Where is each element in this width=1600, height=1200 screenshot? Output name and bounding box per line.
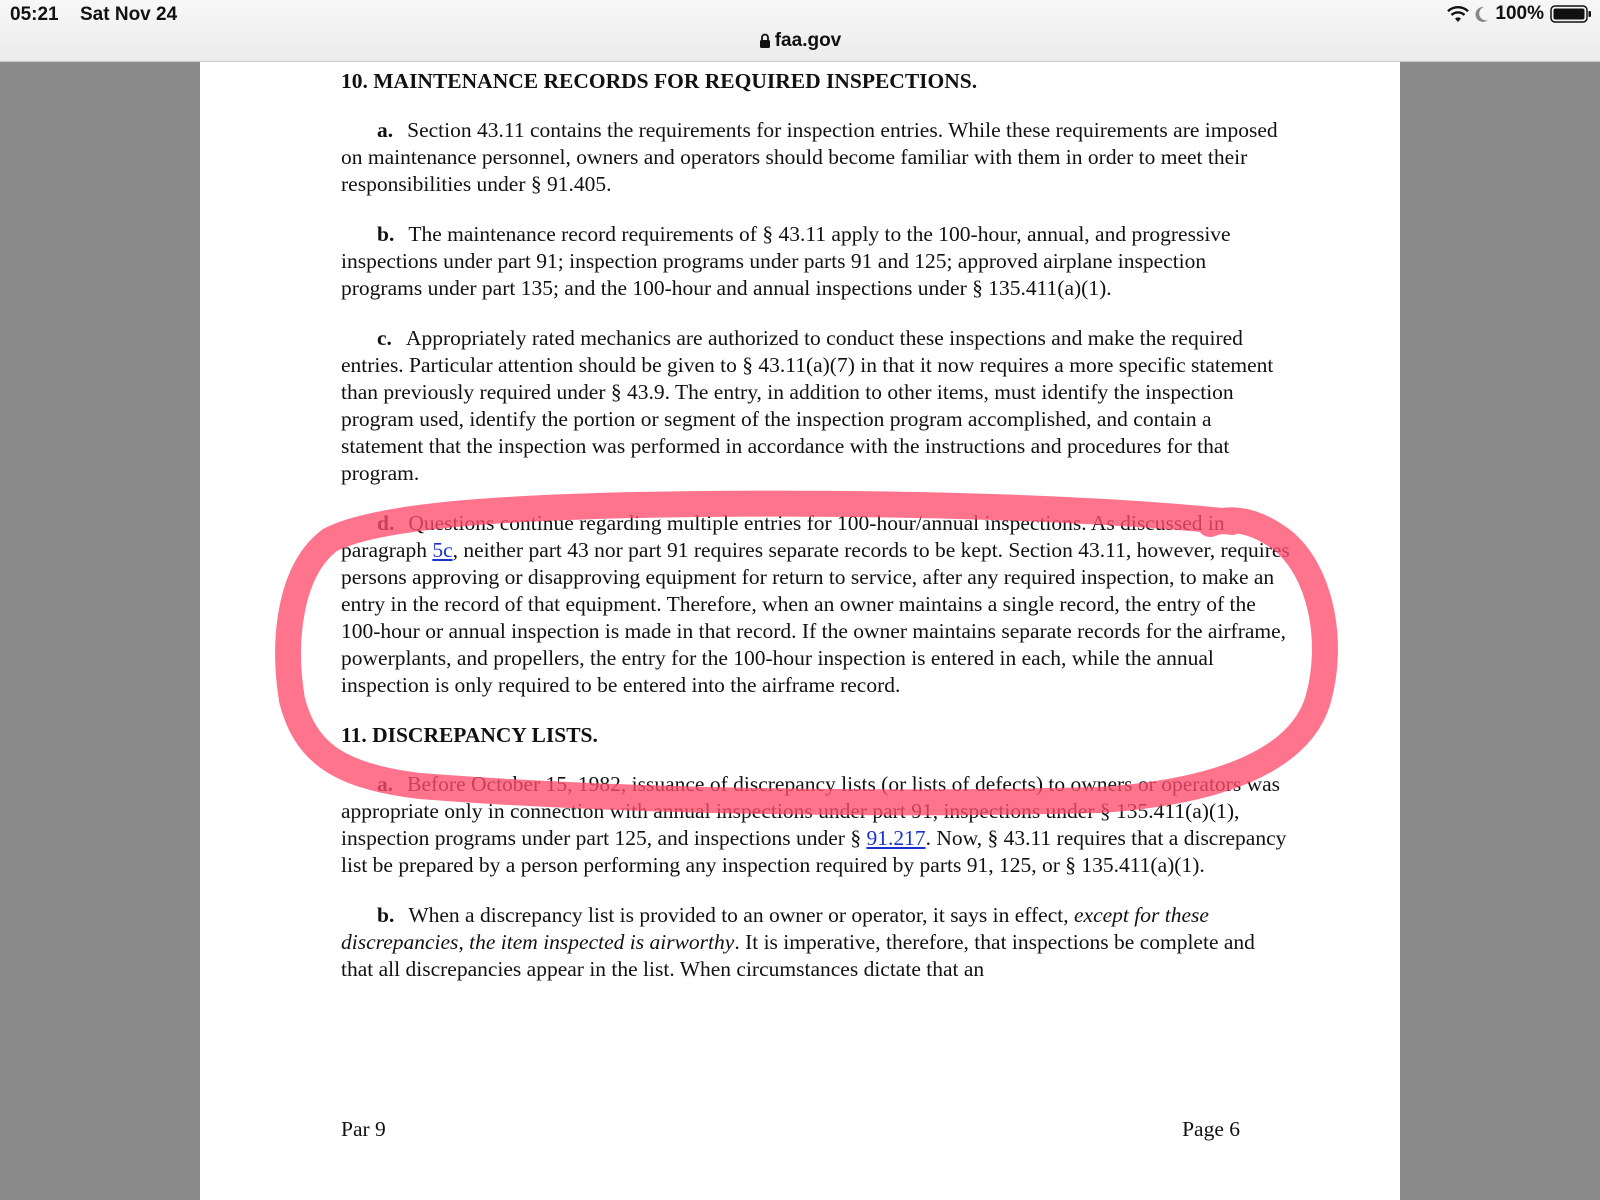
url-text: faa.gov (774, 30, 842, 51)
status-time: 05:21 (10, 4, 59, 25)
paragraph-label: c. (377, 326, 392, 350)
paragraph-11b (341, 902, 1291, 983)
battery-icon (1550, 4, 1592, 24)
footer-page-number: Page 6 (1182, 1117, 1240, 1141)
section-91-217-link[interactable]: 91.217 (866, 826, 926, 850)
paragraph-label: b. (377, 903, 395, 927)
address-bar[interactable] (0, 30, 1600, 52)
do-not-disturb-moon-icon (1475, 6, 1489, 23)
section-11-heading: 11. DISCREPANCY LISTS. (341, 723, 598, 747)
paragraph-text-after: , neither part 43 nor part 91 requires separate records to be kept. Section 43.11, however, requires persons approving or disapproving equipment for return to service, after any required inspection, to make an entry in the record of that equipment. Therefore, when an owner maintains a single record, the entry of the 100-hour or annual inspection is made in that record. If the owner maintains separate records for the airframe, powerplants, and propellers, the entry for the 100-hour inspection is entered in each, while the annual inspection is only required to be entered into the airframe record. (341, 538, 1290, 697)
paragraph-label: a. (377, 118, 394, 142)
status-bar (0, 0, 1600, 62)
paragraph-label: b. (377, 222, 395, 246)
lock-icon (759, 33, 771, 48)
status-date: Sat Nov 24 (80, 4, 178, 25)
document-page (200, 62, 1400, 1200)
paragraph-10c (341, 325, 1291, 487)
paragraph-text: Appropriately rated mechanics are authorized to conduct these inspections and make the required entries. Particular attention should be given to § 43.11(a)(7) in that it now requires a more specific statement than previously required under § 43.9. The entry, in addition to other items, must identify the inspection program used, identify the portion or segment of the inspection program accomplished, and contain a statement that the inspection was performed in accordance with the instructions and procedures for that program. (341, 326, 1274, 485)
paragraph-text-after: . Now, § 43.11 requires that a discrepancy list be prepared by a person performing any inspection required by parts 91, 125, or § 135.411(a)(1). (341, 826, 1287, 877)
document-content (341, 68, 1291, 1006)
paragraph-10d (341, 510, 1291, 699)
paragraph-10a (341, 117, 1291, 198)
paragraph-text-after: . It is imperative, therefore, that inspections be complete and that all discrepancies appear in the list. When circumstances dictate that an (341, 930, 1255, 981)
paragraph-label: d. (377, 511, 395, 535)
paragraph-text: Section 43.11 contains the requirements for inspection entries. While these requirements are imposed on maintenance personnel, owners and operators should become familiar with them in order to meet their responsibilities under § 91.405. (341, 118, 1278, 196)
paragraph-11a (341, 771, 1291, 879)
section-10-heading: 10. MAINTENANCE RECORDS FOR REQUIRED INSPECTIONS. (341, 69, 978, 93)
battery-percent: 100% (1495, 3, 1544, 24)
paragraph-italic-text: except for these discrepancies, the item inspected is airworthy (341, 903, 1209, 954)
paragraph-5c-link[interactable]: 5c (432, 538, 453, 562)
status-right-group (1447, 3, 1592, 25)
paragraph-text-before: Questions continue regarding multiple entries for 100-hour/annual inspections. As discussed in paragraph (341, 511, 1225, 562)
paragraph-label: a. (377, 772, 394, 796)
footer-paragraph-ref: Par 9 (341, 1117, 386, 1141)
paragraph-text-before: Before October 15, 1982, issuance of discrepancy lists (or lists of defects) to owners or operators was appropriate only in connection with annual inspections under part 91, inspections under § 135.411(a)(1), inspection programs under part 125, and inspections under § (341, 772, 1281, 850)
paragraph-text-before: When a discrepancy list is provided to an owner or operator, it says in effect, (408, 903, 1074, 927)
paragraph-10b (341, 221, 1291, 302)
paragraph-text: The maintenance record requirements of § 43.11 apply to the 100-hour, annual, and progressive inspections under part 91; inspection programs under parts 91 and 125; approved airplane inspection programs under part 135; and the 100-hour and annual inspections under § 135.411(a)(1). (341, 222, 1231, 300)
wifi-icon (1447, 6, 1469, 23)
